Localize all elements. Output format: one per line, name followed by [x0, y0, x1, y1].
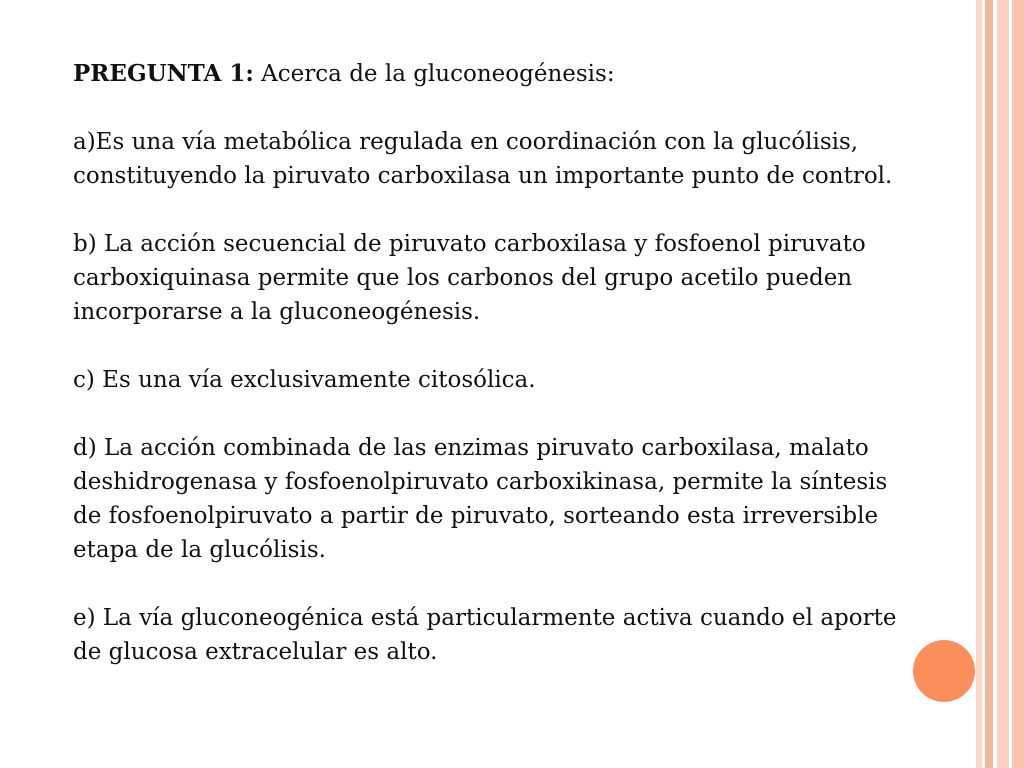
decorative-border-stripe [1012, 0, 1024, 768]
option-a: a)Es una vía metabólica regulada en coordinación con la glucólisis, constituyendo la piruvato carboxilasa un importante punto de control. [73, 129, 893, 189]
decorative-border-stripe [985, 0, 993, 768]
option-b: b) La acción secuencial de piruvato carboxilasa y fosfoenol piruvato carboxiquinasa permite que los carbonos del grupo acetilo pueden incorporarse a la gluconeogénesis. [73, 231, 866, 325]
question-heading [73, 57, 913, 91]
decorative-circle [913, 640, 975, 702]
question-text: Acerca de la gluconeogénesis: [253, 61, 615, 87]
option-d: d) La acción combinada de las enzimas piruvato carboxilasa, malato deshidrogenasa y fosfoenolpiruvato carboxikinasa, permite la síntesis de fosfoenolpiruvato a partir de piruvato, sorteando esta irreversible etapa de la glucólisis. [73, 435, 888, 563]
option-e: e) La vía gluconeogénica está particularmente activa cuando el aporte de glucosa extracelular es alto. [73, 605, 897, 665]
decorative-border-stripe [997, 0, 1009, 768]
question-label: PREGUNTA 1: [73, 60, 254, 87]
option-c: c) Es una vía exclusivamente citosólica. [73, 367, 536, 393]
slide-content [73, 57, 913, 703]
